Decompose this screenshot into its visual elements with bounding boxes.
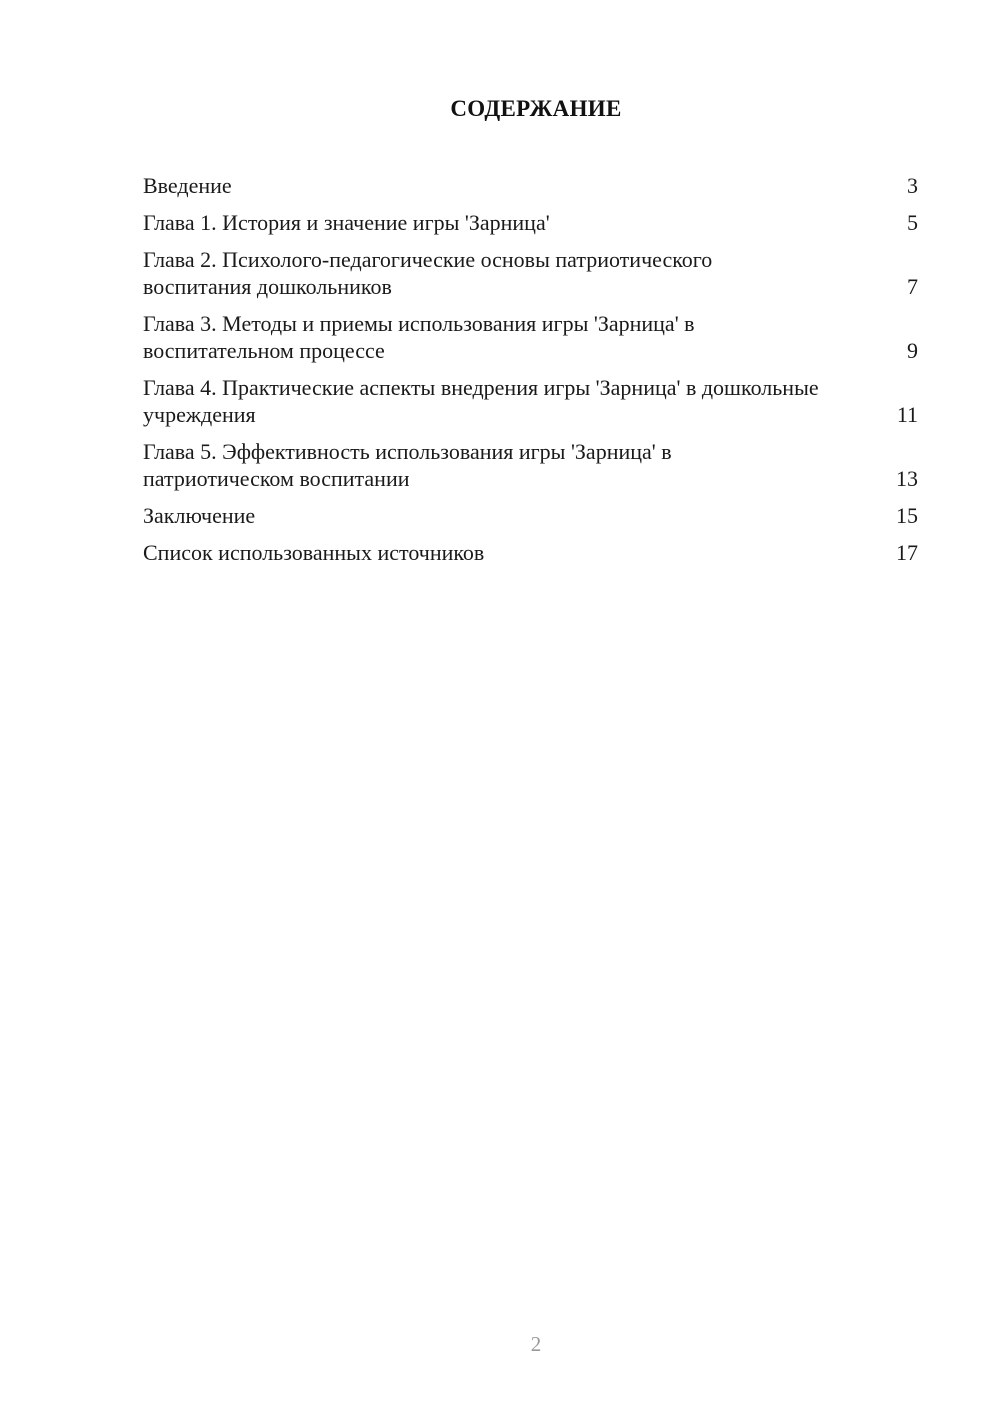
toc-entry-chapter-5	[143, 438, 918, 492]
toc-entry-label: Глава 2. Психолого-педагогические основы патриотического воспитания дошкольников	[143, 247, 713, 299]
toc-entry-label: Глава 5. Эффективность использования игры 'Зарница' в патриотическом воспитании	[143, 439, 672, 491]
toc-entry-label: Глава 1. История и значение игры 'Зарница'	[143, 210, 550, 235]
toc-entry-introduction	[143, 172, 918, 199]
toc-entry-chapter-1	[143, 209, 918, 236]
toc-entry-page: 11	[896, 402, 918, 427]
toc-entry-label: Заключение	[143, 503, 256, 528]
toc-entry-label: Список использованных источников	[143, 540, 485, 565]
table-of-contents	[143, 172, 918, 576]
toc-entry-page: 3	[907, 173, 918, 198]
toc-entry-conclusion	[143, 502, 918, 529]
toc-entry-chapter-3	[143, 310, 918, 364]
toc-entry-page: 5	[907, 210, 918, 235]
toc-entry-page: 15	[896, 503, 918, 528]
toc-entry-page: 17	[896, 540, 918, 565]
toc-entry-page: 13	[896, 466, 918, 491]
page-number: 2	[530, 1332, 542, 1356]
toc-entry-chapter-4	[143, 374, 918, 428]
toc-entry-page: 9	[907, 338, 918, 363]
page-title: СОДЕРЖАНИЕ	[450, 96, 622, 121]
toc-entry-label: Введение	[143, 173, 232, 198]
toc-entry-chapter-2	[143, 246, 918, 300]
toc-entry-references	[143, 539, 918, 566]
toc-entry-page: 7	[907, 274, 918, 299]
toc-entry-label: Глава 4. Практические аспекты внедрения игры 'Зарница' в дошкольные учреждения	[143, 375, 819, 427]
toc-entry-label: Глава 3. Методы и приемы использования игры 'Зарница' в воспитательном процессе	[143, 311, 695, 363]
